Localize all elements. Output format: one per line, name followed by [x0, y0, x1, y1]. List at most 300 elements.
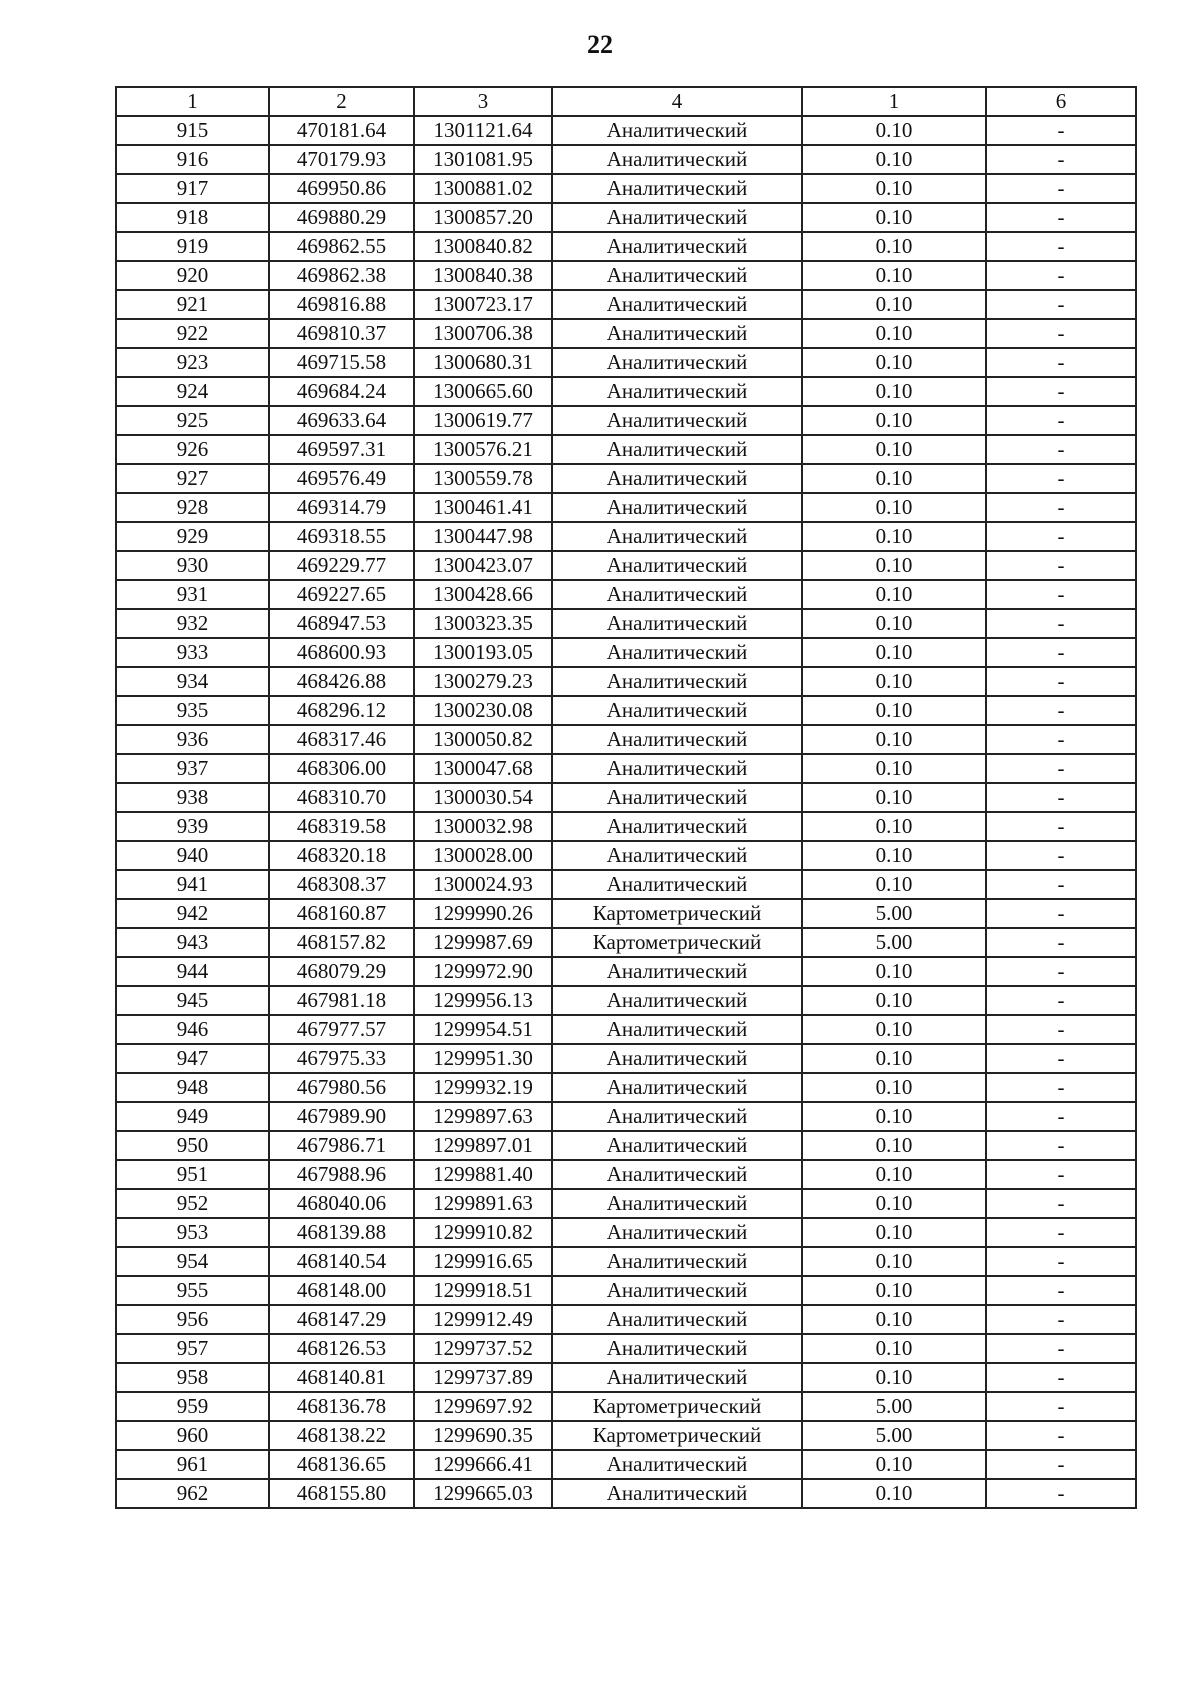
accuracy-cell: 0.10 [802, 522, 986, 551]
x-coordinate-cell: 467988.96 [269, 1160, 414, 1189]
accuracy-cell: 0.10 [802, 551, 986, 580]
accuracy-cell: 0.10 [802, 406, 986, 435]
x-coordinate-cell: 469318.55 [269, 522, 414, 551]
table-row [116, 174, 1136, 203]
table-row [116, 261, 1136, 290]
method-cell: Аналитический [552, 957, 802, 986]
method-cell: Аналитический [552, 261, 802, 290]
note-cell: - [986, 1102, 1136, 1131]
accuracy-cell: 0.10 [802, 1131, 986, 1160]
x-coordinate-cell: 469229.77 [269, 551, 414, 580]
point-number-cell: 917 [116, 174, 269, 203]
accuracy-cell: 0.10 [802, 870, 986, 899]
column-header: 4 [552, 87, 802, 116]
method-cell: Аналитический [552, 464, 802, 493]
table-row [116, 290, 1136, 319]
note-cell: - [986, 319, 1136, 348]
method-cell: Аналитический [552, 638, 802, 667]
table-row [116, 435, 1136, 464]
table-header-row [116, 87, 1136, 116]
x-coordinate-cell: 470181.64 [269, 116, 414, 145]
y-coordinate-cell: 1300723.17 [414, 290, 552, 319]
note-cell: - [986, 986, 1136, 1015]
table-row [116, 232, 1136, 261]
point-number-cell: 924 [116, 377, 269, 406]
table-row [116, 1276, 1136, 1305]
y-coordinate-cell: 1299665.03 [414, 1479, 552, 1508]
method-cell: Аналитический [552, 1131, 802, 1160]
point-number-cell: 931 [116, 580, 269, 609]
method-cell: Аналитический [552, 406, 802, 435]
accuracy-cell: 0.10 [802, 319, 986, 348]
note-cell: - [986, 841, 1136, 870]
point-number-cell: 954 [116, 1247, 269, 1276]
y-coordinate-cell: 1301081.95 [414, 145, 552, 174]
x-coordinate-cell: 468126.53 [269, 1334, 414, 1363]
method-cell: Аналитический [552, 725, 802, 754]
point-number-cell: 961 [116, 1450, 269, 1479]
x-coordinate-cell: 468136.65 [269, 1450, 414, 1479]
point-number-cell: 929 [116, 522, 269, 551]
y-coordinate-cell: 1300024.93 [414, 870, 552, 899]
note-cell: - [986, 232, 1136, 261]
note-cell: - [986, 696, 1136, 725]
accuracy-cell: 0.10 [802, 261, 986, 290]
point-number-cell: 940 [116, 841, 269, 870]
accuracy-cell: 0.10 [802, 232, 986, 261]
point-number-cell: 959 [116, 1392, 269, 1421]
table-row [116, 841, 1136, 870]
method-cell: Аналитический [552, 551, 802, 580]
accuracy-cell: 0.10 [802, 145, 986, 174]
x-coordinate-cell: 469314.79 [269, 493, 414, 522]
note-cell: - [986, 928, 1136, 957]
table-row [116, 1015, 1136, 1044]
y-coordinate-cell: 1300840.38 [414, 261, 552, 290]
table-row [116, 1392, 1136, 1421]
y-coordinate-cell: 1299990.26 [414, 899, 552, 928]
y-coordinate-cell: 1300619.77 [414, 406, 552, 435]
accuracy-cell: 0.10 [802, 638, 986, 667]
point-number-cell: 930 [116, 551, 269, 580]
accuracy-cell: 0.10 [802, 754, 986, 783]
point-number-cell: 948 [116, 1073, 269, 1102]
table-row [116, 1131, 1136, 1160]
x-coordinate-cell: 468138.22 [269, 1421, 414, 1450]
y-coordinate-cell: 1299737.89 [414, 1363, 552, 1392]
note-cell: - [986, 1392, 1136, 1421]
method-cell: Аналитический [552, 1479, 802, 1508]
y-coordinate-cell: 1300680.31 [414, 348, 552, 377]
column-header: 3 [414, 87, 552, 116]
point-number-cell: 949 [116, 1102, 269, 1131]
method-cell: Аналитический [552, 1305, 802, 1334]
point-number-cell: 916 [116, 145, 269, 174]
y-coordinate-cell: 1300840.82 [414, 232, 552, 261]
note-cell: - [986, 1189, 1136, 1218]
y-coordinate-cell: 1301121.64 [414, 116, 552, 145]
table-body [116, 116, 1136, 1508]
x-coordinate-cell: 469633.64 [269, 406, 414, 435]
coordinates-table [115, 86, 1137, 1509]
method-cell: Аналитический [552, 1276, 802, 1305]
y-coordinate-cell: 1299972.90 [414, 957, 552, 986]
accuracy-cell: 5.00 [802, 899, 986, 928]
table-row [116, 406, 1136, 435]
x-coordinate-cell: 468160.87 [269, 899, 414, 928]
note-cell: - [986, 1131, 1136, 1160]
y-coordinate-cell: 1299897.63 [414, 1102, 552, 1131]
point-number-cell: 927 [116, 464, 269, 493]
method-cell: Картометрический [552, 1421, 802, 1450]
y-coordinate-cell: 1299932.19 [414, 1073, 552, 1102]
note-cell: - [986, 1044, 1136, 1073]
method-cell: Аналитический [552, 667, 802, 696]
table-row [116, 377, 1136, 406]
point-number-cell: 928 [116, 493, 269, 522]
x-coordinate-cell: 467977.57 [269, 1015, 414, 1044]
column-header: 1 [802, 87, 986, 116]
point-number-cell: 935 [116, 696, 269, 725]
page-number: 22 [587, 30, 613, 59]
accuracy-cell: 0.10 [802, 116, 986, 145]
y-coordinate-cell: 1299666.41 [414, 1450, 552, 1479]
table-row [116, 1305, 1136, 1334]
method-cell: Аналитический [552, 174, 802, 203]
method-cell: Аналитический [552, 493, 802, 522]
method-cell: Аналитический [552, 116, 802, 145]
accuracy-cell: 0.10 [802, 1073, 986, 1102]
point-number-cell: 937 [116, 754, 269, 783]
accuracy-cell: 0.10 [802, 696, 986, 725]
note-cell: - [986, 754, 1136, 783]
method-cell: Аналитический [552, 870, 802, 899]
table-row [116, 609, 1136, 638]
method-cell: Аналитический [552, 696, 802, 725]
note-cell: - [986, 1450, 1136, 1479]
table-row [116, 319, 1136, 348]
note-cell: - [986, 580, 1136, 609]
y-coordinate-cell: 1300706.38 [414, 319, 552, 348]
method-cell: Аналитический [552, 1450, 802, 1479]
column-header: 6 [986, 87, 1136, 116]
point-number-cell: 956 [116, 1305, 269, 1334]
table-row [116, 551, 1136, 580]
method-cell: Аналитический [552, 232, 802, 261]
accuracy-cell: 0.10 [802, 986, 986, 1015]
point-number-cell: 941 [116, 870, 269, 899]
note-cell: - [986, 1276, 1136, 1305]
point-number-cell: 958 [116, 1363, 269, 1392]
note-cell: - [986, 725, 1136, 754]
point-number-cell: 934 [116, 667, 269, 696]
note-cell: - [986, 1247, 1136, 1276]
table-row [116, 464, 1136, 493]
x-coordinate-cell: 469810.37 [269, 319, 414, 348]
accuracy-cell: 0.10 [802, 1015, 986, 1044]
table-row [116, 957, 1136, 986]
accuracy-cell: 0.10 [802, 1305, 986, 1334]
x-coordinate-cell: 470179.93 [269, 145, 414, 174]
x-coordinate-cell: 467986.71 [269, 1131, 414, 1160]
method-cell: Аналитический [552, 290, 802, 319]
y-coordinate-cell: 1300030.54 [414, 783, 552, 812]
accuracy-cell: 5.00 [802, 1392, 986, 1421]
method-cell: Аналитический [552, 754, 802, 783]
y-coordinate-cell: 1300323.35 [414, 609, 552, 638]
y-coordinate-cell: 1300428.66 [414, 580, 552, 609]
table-row [116, 580, 1136, 609]
method-cell: Аналитический [552, 319, 802, 348]
method-cell: Аналитический [552, 435, 802, 464]
accuracy-cell: 0.10 [802, 1479, 986, 1508]
accuracy-cell: 0.10 [802, 725, 986, 754]
accuracy-cell: 0.10 [802, 1160, 986, 1189]
table-row [116, 1334, 1136, 1363]
method-cell: Аналитический [552, 1334, 802, 1363]
table-row [116, 1218, 1136, 1247]
y-coordinate-cell: 1300665.60 [414, 377, 552, 406]
x-coordinate-cell: 469684.24 [269, 377, 414, 406]
method-cell: Аналитический [552, 1073, 802, 1102]
x-coordinate-cell: 468140.54 [269, 1247, 414, 1276]
x-coordinate-cell: 468148.00 [269, 1276, 414, 1305]
y-coordinate-cell: 1299956.13 [414, 986, 552, 1015]
x-coordinate-cell: 468320.18 [269, 841, 414, 870]
x-coordinate-cell: 469227.65 [269, 580, 414, 609]
x-coordinate-cell: 468310.70 [269, 783, 414, 812]
note-cell: - [986, 522, 1136, 551]
x-coordinate-cell: 467975.33 [269, 1044, 414, 1073]
method-cell: Аналитический [552, 841, 802, 870]
table-row [116, 1189, 1136, 1218]
note-cell: - [986, 870, 1136, 899]
point-number-cell: 921 [116, 290, 269, 319]
method-cell: Аналитический [552, 609, 802, 638]
point-number-cell: 955 [116, 1276, 269, 1305]
point-number-cell: 951 [116, 1160, 269, 1189]
note-cell: - [986, 145, 1136, 174]
method-cell: Аналитический [552, 580, 802, 609]
point-number-cell: 944 [116, 957, 269, 986]
method-cell: Аналитический [552, 1247, 802, 1276]
y-coordinate-cell: 1299987.69 [414, 928, 552, 957]
point-number-cell: 947 [116, 1044, 269, 1073]
note-cell: - [986, 290, 1136, 319]
accuracy-cell: 0.10 [802, 783, 986, 812]
x-coordinate-cell: 469950.86 [269, 174, 414, 203]
table-row [116, 1421, 1136, 1450]
note-cell: - [986, 1073, 1136, 1102]
note-cell: - [986, 1334, 1136, 1363]
note-cell: - [986, 1479, 1136, 1508]
x-coordinate-cell: 468040.06 [269, 1189, 414, 1218]
y-coordinate-cell: 1299897.01 [414, 1131, 552, 1160]
point-number-cell: 919 [116, 232, 269, 261]
note-cell: - [986, 464, 1136, 493]
note-cell: - [986, 899, 1136, 928]
y-coordinate-cell: 1300028.00 [414, 841, 552, 870]
point-number-cell: 950 [116, 1131, 269, 1160]
y-coordinate-cell: 1299951.30 [414, 1044, 552, 1073]
table-row [116, 783, 1136, 812]
x-coordinate-cell: 468947.53 [269, 609, 414, 638]
note-cell: - [986, 1015, 1136, 1044]
point-number-cell: 936 [116, 725, 269, 754]
table-row [116, 1073, 1136, 1102]
x-coordinate-cell: 467989.90 [269, 1102, 414, 1131]
x-coordinate-cell: 468308.37 [269, 870, 414, 899]
x-coordinate-cell: 467980.56 [269, 1073, 414, 1102]
y-coordinate-cell: 1300050.82 [414, 725, 552, 754]
accuracy-cell: 0.10 [802, 435, 986, 464]
x-coordinate-cell: 468296.12 [269, 696, 414, 725]
y-coordinate-cell: 1299918.51 [414, 1276, 552, 1305]
method-cell: Картометрический [552, 928, 802, 957]
method-cell: Аналитический [552, 986, 802, 1015]
table-row [116, 1363, 1136, 1392]
accuracy-cell: 0.10 [802, 1189, 986, 1218]
y-coordinate-cell: 1300559.78 [414, 464, 552, 493]
column-header: 2 [269, 87, 414, 116]
y-coordinate-cell: 1299737.52 [414, 1334, 552, 1363]
accuracy-cell: 0.10 [802, 580, 986, 609]
note-cell: - [986, 435, 1136, 464]
accuracy-cell: 0.10 [802, 493, 986, 522]
method-cell: Аналитический [552, 1363, 802, 1392]
table-row [116, 348, 1136, 377]
method-cell: Аналитический [552, 1160, 802, 1189]
method-cell: Аналитический [552, 1044, 802, 1073]
point-number-cell: 915 [116, 116, 269, 145]
table-row [116, 899, 1136, 928]
table-row [116, 928, 1136, 957]
note-cell: - [986, 174, 1136, 203]
table-row [116, 1102, 1136, 1131]
table-row [116, 696, 1136, 725]
accuracy-cell: 0.10 [802, 841, 986, 870]
y-coordinate-cell: 1299954.51 [414, 1015, 552, 1044]
note-cell: - [986, 1160, 1136, 1189]
x-coordinate-cell: 468155.80 [269, 1479, 414, 1508]
x-coordinate-cell: 469715.58 [269, 348, 414, 377]
point-number-cell: 920 [116, 261, 269, 290]
note-cell: - [986, 1218, 1136, 1247]
y-coordinate-cell: 1299697.92 [414, 1392, 552, 1421]
x-coordinate-cell: 468600.93 [269, 638, 414, 667]
method-cell: Аналитический [552, 522, 802, 551]
point-number-cell: 962 [116, 1479, 269, 1508]
y-coordinate-cell: 1300447.98 [414, 522, 552, 551]
note-cell: - [986, 261, 1136, 290]
accuracy-cell: 0.10 [802, 609, 986, 638]
note-cell: - [986, 1363, 1136, 1392]
accuracy-cell: 0.10 [802, 1102, 986, 1131]
accuracy-cell: 0.10 [802, 348, 986, 377]
note-cell: - [986, 1305, 1136, 1334]
table-row [116, 754, 1136, 783]
method-cell: Аналитический [552, 377, 802, 406]
note-cell: - [986, 377, 1136, 406]
method-cell: Картометрический [552, 1392, 802, 1421]
table-row [116, 145, 1136, 174]
note-cell: - [986, 493, 1136, 522]
accuracy-cell: 0.10 [802, 667, 986, 696]
x-coordinate-cell: 468147.29 [269, 1305, 414, 1334]
x-coordinate-cell: 467981.18 [269, 986, 414, 1015]
accuracy-cell: 0.10 [802, 1450, 986, 1479]
y-coordinate-cell: 1300576.21 [414, 435, 552, 464]
note-cell: - [986, 551, 1136, 580]
method-cell: Аналитический [552, 1189, 802, 1218]
method-cell: Аналитический [552, 145, 802, 174]
note-cell: - [986, 957, 1136, 986]
note-cell: - [986, 609, 1136, 638]
x-coordinate-cell: 469862.38 [269, 261, 414, 290]
point-number-cell: 960 [116, 1421, 269, 1450]
y-coordinate-cell: 1300032.98 [414, 812, 552, 841]
point-number-cell: 939 [116, 812, 269, 841]
y-coordinate-cell: 1300423.07 [414, 551, 552, 580]
note-cell: - [986, 116, 1136, 145]
method-cell: Аналитический [552, 203, 802, 232]
point-number-cell: 925 [116, 406, 269, 435]
x-coordinate-cell: 468139.88 [269, 1218, 414, 1247]
note-cell: - [986, 203, 1136, 232]
point-number-cell: 946 [116, 1015, 269, 1044]
point-number-cell: 926 [116, 435, 269, 464]
method-cell: Картометрический [552, 899, 802, 928]
accuracy-cell: 0.10 [802, 174, 986, 203]
x-coordinate-cell: 468426.88 [269, 667, 414, 696]
table-row [116, 493, 1136, 522]
x-coordinate-cell: 468140.81 [269, 1363, 414, 1392]
y-coordinate-cell: 1299910.82 [414, 1218, 552, 1247]
table-row [116, 1247, 1136, 1276]
method-cell: Аналитический [552, 1218, 802, 1247]
method-cell: Аналитический [552, 812, 802, 841]
table-row [116, 667, 1136, 696]
point-number-cell: 943 [116, 928, 269, 957]
accuracy-cell: 0.10 [802, 812, 986, 841]
accuracy-cell: 0.10 [802, 1276, 986, 1305]
point-number-cell: 923 [116, 348, 269, 377]
accuracy-cell: 0.10 [802, 1334, 986, 1363]
point-number-cell: 933 [116, 638, 269, 667]
method-cell: Аналитический [552, 348, 802, 377]
y-coordinate-cell: 1299912.49 [414, 1305, 552, 1334]
x-coordinate-cell: 468317.46 [269, 725, 414, 754]
x-coordinate-cell: 469816.88 [269, 290, 414, 319]
y-coordinate-cell: 1299891.63 [414, 1189, 552, 1218]
table-row [116, 522, 1136, 551]
table-row [116, 870, 1136, 899]
table-row [116, 725, 1136, 754]
x-coordinate-cell: 468157.82 [269, 928, 414, 957]
x-coordinate-cell: 469862.55 [269, 232, 414, 261]
accuracy-cell: 0.10 [802, 957, 986, 986]
table-row [116, 812, 1136, 841]
point-number-cell: 952 [116, 1189, 269, 1218]
note-cell: - [986, 638, 1136, 667]
column-header: 1 [116, 87, 269, 116]
note-cell: - [986, 667, 1136, 696]
y-coordinate-cell: 1300279.23 [414, 667, 552, 696]
y-coordinate-cell: 1300047.68 [414, 754, 552, 783]
x-coordinate-cell: 468306.00 [269, 754, 414, 783]
table-row [116, 116, 1136, 145]
point-number-cell: 918 [116, 203, 269, 232]
